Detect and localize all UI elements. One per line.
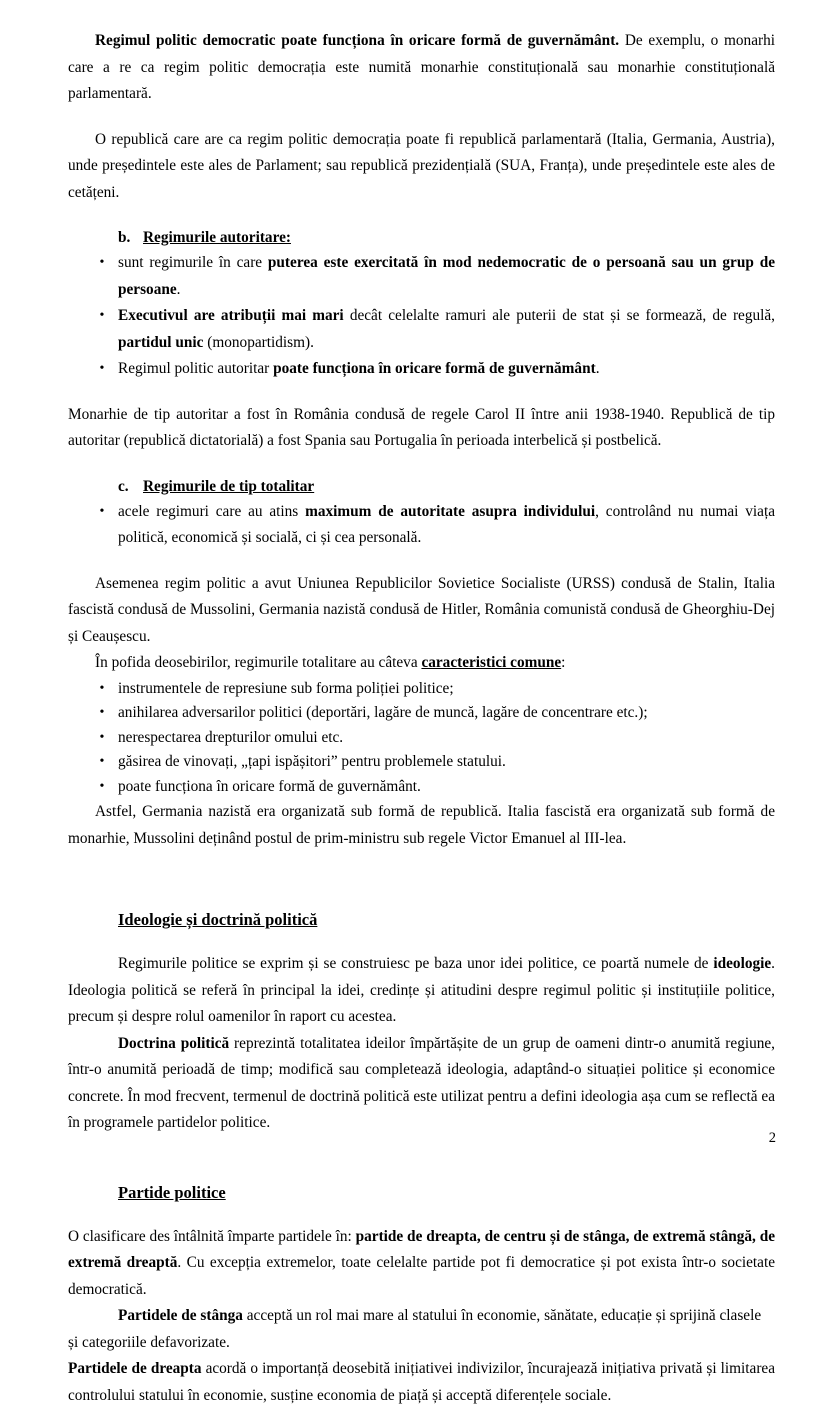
- page-number: 2: [768, 1130, 776, 1146]
- paragraph-partide-dreapta: [68, 1356, 775, 1409]
- list-item-text: instrumentele de represiune sub forma poliției politice;: [118, 679, 454, 697]
- list-item-bold: puterea este exercitată în mod nedemocratic de o persoană sau un grup de persoane: [118, 254, 775, 298]
- list-item-text: anihilarea adversarilor politici (deportări, lagăre de muncă, lagăre de concentrare etc.);: [118, 704, 648, 721]
- subheading-marker-b: b.: [118, 229, 131, 246]
- bullet-icon: •: [99, 255, 105, 270]
- list-item-text: nerespectarea drepturilor omului etc.: [118, 728, 344, 746]
- paragraph-lead: Regimurile politice se exprim și se construiesc pe baza unor idei politice, ce poartă numele de: [118, 955, 714, 972]
- list-regimuri-autoritare: [68, 250, 775, 383]
- paragraph-tail: . Cu excepția extremelor, toate celelalte partide pot fi democratice și pot exista într-o societate democratică.: [68, 1254, 775, 1298]
- list-item-text: găsirea de vinovați, „țapi ispășitori” pentru problemele statului.: [118, 753, 506, 770]
- subheading-title-b: Regimurile autoritare:: [143, 229, 291, 246]
- bullet-icon: •: [99, 361, 105, 376]
- list-item: [68, 701, 775, 726]
- paragraph-tail: acordă o importanță deosebită inițiativei indivizilor, încurajează inițiativa privată și limitarea controlului statului în economie, susține economia de piață și acceptă diferențele sociale.: [68, 1360, 775, 1404]
- document-body: [68, 28, 775, 1409]
- bullet-icon: •: [99, 729, 105, 745]
- paragraph-tail: . Ideologia politică se referă în principal la idei, credințe și atitudini despre regimul politic și instituțiile politice, precum și despre rolul oamenilor în raport cu acestea.: [68, 955, 775, 1025]
- subheading-marker-c: c.: [118, 477, 129, 495]
- bullet-icon: •: [99, 778, 105, 794]
- list-item: [68, 499, 775, 552]
- list-item-text: poate funcționa în oricare formă de guvernământ.: [118, 777, 421, 795]
- list-caracteristici-comune: [68, 677, 775, 800]
- subheading-regimurile-totalitar: [68, 474, 775, 499]
- bullet-icon: •: [99, 705, 105, 720]
- list-item-pre: sunt regimurile în care: [118, 254, 268, 271]
- list-item: [68, 250, 775, 303]
- subheading-title-c: Regimurile de tip totalitar: [143, 477, 315, 495]
- bullet-icon: •: [99, 503, 105, 519]
- list-item-bold: Executivul are atribuții mai mari: [118, 307, 344, 324]
- paragraph-republic-types: O republică care are ca regim politic democrația poate fi republică parlamentară (Italia, Germania, Austria), unde președintele este ales de Parlament; sau republică prezidențială (SUA, Franța), unde președintele este ales de cetățeni.: [68, 130, 775, 201]
- paragraph-lead: O clasificare des întâlnită împarte partidele în:: [68, 1227, 356, 1245]
- paragraph-monarhie-autoritar: Monarhie de tip autoritar a fost în România condusă de regele Carol II între anii 1938-1940. Republică de tip autoritar (republică dictatorială) a fost Spania sau Portugalia în perioada interbelică și postbelică.: [68, 405, 775, 449]
- list-item: [68, 356, 775, 383]
- subheading-regimurile-autoritare: [68, 225, 775, 250]
- paragraph-partide-stanga: [68, 1303, 775, 1356]
- list-item-post: .: [595, 360, 600, 377]
- list-item-pre: acele regimuri care au atins: [118, 502, 306, 520]
- list-item-bold: poate funcționa în oricare formă de guvernământ: [273, 360, 596, 377]
- list-item: [68, 775, 775, 800]
- list-item: [68, 677, 775, 702]
- bullet-icon: •: [99, 754, 105, 769]
- paragraph-bold: Doctrina politică: [118, 1034, 230, 1052]
- paragraph-lead: În pofida deosebirilor, regimurile totalitare au câteva: [95, 654, 422, 671]
- paragraph-astfel-germania: Astfel, Germania nazistă era organizată sub formă de republică. Italia fascistă era organizată sub formă de monarhie, Mussolini deținând postul de prim-ministru sub regele Victor Emanuel al III-lea.: [68, 803, 775, 847]
- paragraph-emphasis: caracteristici comune: [421, 654, 562, 671]
- paragraph-asemenea-regim: Asemenea regim politic a avut Uniunea Republicilor Sovietice Socialiste (URSS) condusă de Stalin, Italia fascistă condusă de Mussolini, Germania nazistă condusă de Hitler, România comunistă condusă de Gheorghiu-Dej și Ceaușescu.: [68, 574, 775, 645]
- paragraph-tail: reprezintă totalitatea ideilor împărtășite de un grup de oameni dintr-o anumită regiune, într-o anumită perioadă de timp; modifică sau completează ideologia, adaptând-o situației politice și economice concrete. În mod frecvent, termenul de doctrină politică este utilizat pentru a defini ideologia așa cum se reflectă ea în programele partidelor politice.: [68, 1034, 775, 1131]
- paragraph-democratic-regime: [68, 28, 775, 108]
- heading-partide-politice: Partide politice: [118, 1182, 226, 1202]
- paragraph-bold: Partidele de stânga: [118, 1307, 243, 1324]
- bullet-icon: •: [99, 680, 105, 696]
- paragraph-ideologie: [68, 951, 775, 1031]
- paragraph-caracteristici-comune: [68, 650, 775, 677]
- paragraph-tail: acceptă un rol mai mare al statului în economie, sănătate, educație și sprijină clasele și categoriile defavorizate.: [68, 1307, 762, 1351]
- list-item-post: .: [176, 280, 181, 298]
- paragraph-bold-lead: Regimul politic democratic poate funcționa în oricare formă de guvernământ.: [95, 32, 620, 49]
- bullet-icon: •: [99, 308, 105, 323]
- paragraph-bold: partide de dreapta, de centru și de stânga, de extremă stângă, de extremă dreaptă: [68, 1227, 775, 1271]
- list-item-pre: Regimul politic autoritar: [118, 360, 274, 377]
- heading-ideologie-doctrina: Ideologie și doctrină politică: [118, 910, 318, 929]
- list-regimuri-totalitare: [68, 499, 775, 552]
- paragraph-doctrina-politica: [68, 1031, 775, 1137]
- list-item-post: (monopartidism).: [203, 333, 314, 351]
- paragraph-bold: ideologie: [713, 955, 772, 972]
- paragraph-bold: Partidele de dreapta: [68, 1360, 202, 1377]
- paragraph-clasificare-partide: [68, 1224, 775, 1304]
- list-item-post: , controlând nu numai viața politică, economică și socială, ci și cea personală.: [118, 502, 776, 546]
- paragraph-text: De exemplu, o monarhi care a re ca regim politic democrația este numită monarhie constituțională sau monarhie constituțională parlamentară.: [68, 32, 775, 102]
- list-item: [68, 303, 775, 356]
- list-item: [68, 750, 775, 775]
- list-item-mid: decât celelalte ramuri ale puterii de stat și se formează, de regulă,: [343, 307, 775, 324]
- list-item-bold: maximum de autoritate asupra individului: [305, 502, 596, 520]
- list-item: [68, 726, 775, 751]
- paragraph-tail: :: [561, 654, 566, 671]
- list-item-bold-2: partidul unic: [118, 333, 204, 351]
